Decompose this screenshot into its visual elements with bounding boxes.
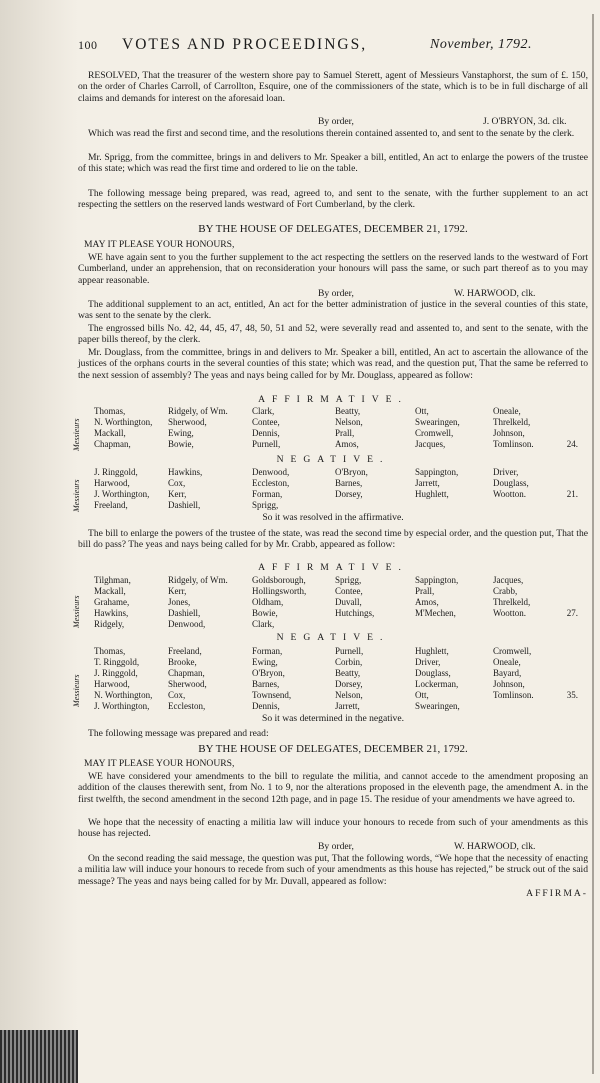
delegate-name: Thomas, <box>94 406 126 416</box>
delegate-name: Hughlett, <box>415 646 449 656</box>
affirmative-label: AFFIRMATIVE. <box>258 562 408 573</box>
delegate-name: Sherwood, <box>168 679 207 689</box>
vote-row <box>78 646 578 657</box>
paragraph: The following message was prepared and read: <box>88 728 269 739</box>
delegate-name: Tomlinson. <box>493 690 534 700</box>
delegate-name: Dorsey, <box>335 489 363 499</box>
page-edge <box>592 14 594 1074</box>
delegate-name: Jacques, <box>415 439 446 449</box>
delegate-name: Oldham, <box>252 597 284 607</box>
delegate-name: Eccleston, <box>168 701 206 711</box>
paragraph: The engrossed bills No. 42, 44, 45, 47, 48, 50, 51 and 52, were severally read and assented to, and sent to the senate, with the paper bills thereof, by the clerk. <box>78 323 588 346</box>
vote-row <box>78 619 578 630</box>
delegate-name: Harwood, <box>94 679 130 689</box>
delegate-name: Crabb, <box>493 586 518 596</box>
delegate-name: Dennis, <box>252 428 280 438</box>
delegate-name: Bowie, <box>252 608 278 618</box>
delegate-name: Lockerman, <box>415 679 459 689</box>
salutation: MAY IT PLEASE YOUR HONOURS, <box>84 758 235 769</box>
delegate-name: Freeland, <box>94 500 128 510</box>
delegate-name: Contee, <box>335 586 363 596</box>
vote-row <box>78 478 578 489</box>
delegate-name: Sprigg, <box>252 500 279 510</box>
delegate-name: Cox, <box>168 478 186 488</box>
delegate-name: Sprigg, <box>335 575 362 585</box>
delegate-name: Ott, <box>415 406 429 416</box>
book-binding <box>0 1030 78 1083</box>
paragraph: The additional supplement to an act, entitled, An act for the better administration of justice in the several counties of this state, was sent to the senate by the clerk. <box>78 299 588 322</box>
document-page <box>72 0 588 1083</box>
delegate-name: Wootton. <box>493 489 527 499</box>
delegate-name: Barnes, <box>252 679 280 689</box>
delegate-name: Threlkeld, <box>493 597 531 607</box>
delegate-name: Eccleston, <box>252 478 290 488</box>
delegate-name: Ridgely, <box>94 619 125 629</box>
delegate-name: T. Ringgold, <box>94 657 140 667</box>
vote-row <box>78 586 578 597</box>
vote-row <box>78 701 578 712</box>
delegate-name: Mackall, <box>94 428 126 438</box>
affirmative-label: AFFIRMATIVE. <box>258 394 408 405</box>
delegate-name: Tilghman, <box>94 575 131 585</box>
delegate-name: N. Worthington, <box>94 690 153 700</box>
delegate-name: Forman, <box>252 489 283 499</box>
delegate-name: Jarrett, <box>335 701 360 711</box>
vote-table-affirmative <box>78 575 578 630</box>
negative-label: NEGATIVE. <box>276 632 390 643</box>
messieurs-label: Messieurs <box>72 674 81 707</box>
negative-label: NEGATIVE. <box>276 454 390 465</box>
vote-row <box>78 406 578 417</box>
delegate-name: Prall, <box>335 428 355 438</box>
paragraph: Mr. Douglass, from the committee, brings in and delivers to Mr. Speaker a bill, entitled, An act to ascertain the allowance of the justices of the orphans courts in the several counties of this state; which was read, and the question put, That the same be referred to the next session of assembly? The yeas and nays being called for by Mr. Douglass, appeared as follow: <box>78 347 588 381</box>
by-order-label: By order, <box>318 288 354 299</box>
vote-row <box>78 428 578 439</box>
delegate-name: Ewing, <box>168 428 194 438</box>
section-heading: BY THE HOUSE OF DELEGATES, DECEMBER 21, 1792. <box>198 743 468 755</box>
messieurs-label: Messieurs <box>72 595 81 628</box>
section-heading: BY THE HOUSE OF DELEGATES, DECEMBER 21, 1792. <box>198 223 468 235</box>
delegate-name: Prall, <box>415 586 435 596</box>
delegate-name: Ewing, <box>252 657 278 667</box>
delegate-name: J. Worthington, <box>94 489 150 499</box>
delegate-name: Amos, <box>415 597 439 607</box>
clerk-signature: J. O'BRYON, 3d. clk. <box>483 116 567 127</box>
delegate-name: Purnell, <box>335 646 364 656</box>
delegate-name: Threlkeld, <box>493 417 531 427</box>
delegate-name: J. Ringgold, <box>94 467 138 477</box>
delegate-name: Hutchings, <box>335 608 375 618</box>
vote-row <box>78 668 578 679</box>
delegate-name: Contee, <box>252 417 280 427</box>
delegate-name: Purnell, <box>252 439 281 449</box>
vote-row <box>78 439 578 450</box>
vote-table-negative <box>78 467 578 511</box>
vote-row <box>78 679 578 690</box>
delegate-name: Brooke, <box>168 657 197 667</box>
delegate-name: N. Worthington, <box>94 417 153 427</box>
message-paragraph: WE have considered your amendments to the bill to regulate the militia, and cannot accede to the amendment proposing an addition of the clauses therewith sent, from No. 1 to 9, nor the alterations proposed in the eleventh page, the amendment A. in the first twelfth, the second amendment in the second 12th page, and in page 15. The residue of your amendments we have agreed to. <box>78 771 588 805</box>
delegate-name: Jarrett, <box>415 478 440 488</box>
delegate-name: Nelson, <box>335 690 363 700</box>
vote-row <box>78 489 578 500</box>
message-paragraph: We hope that the necessity of enacting a militia law will induce your honours to recede from such of your amendments as this house has rejected. <box>78 817 588 840</box>
vote-count: 21. <box>566 489 578 499</box>
by-order-label: By order, <box>318 116 354 127</box>
clerk-signature: W. HARWOOD, clk. <box>454 288 536 299</box>
delegate-name: Clark, <box>252 619 275 629</box>
vote-row <box>78 608 578 619</box>
delegate-name: Dashiell, <box>168 608 201 618</box>
delegate-name: Cox, <box>168 690 186 700</box>
delegate-name: Townsend, <box>252 690 292 700</box>
vote-table-negative <box>78 646 578 712</box>
messieurs-label: Messieurs <box>72 479 81 512</box>
paragraph: On the second reading the said message, the question was put, That the following words, “We hope that the necessity of enacting a militia law will induce your honours to recede from such of your amendments as this house has rejected,” be struck out of the said message? The yeas and nays being called for by Mr. Duvall, appeared as follow: <box>78 853 588 887</box>
delegate-name: Harwood, <box>94 478 130 488</box>
delegate-name: Sherwood, <box>168 417 207 427</box>
catchword: AFFIRMA- <box>526 888 588 899</box>
delegate-name: Sappington, <box>415 575 459 585</box>
delegate-name: Dennis, <box>252 701 280 711</box>
delegate-name: Johnson, <box>493 679 525 689</box>
delegate-name: Kerr, <box>168 586 187 596</box>
delegate-name: M'Mechen, <box>415 608 456 618</box>
page-number: 100 <box>78 38 98 52</box>
resolution-paragraph: RESOLVED, That the treasurer of the western shore pay to Samuel Sterett, agent of Messieurs Vanstaphorst, the sum of £. 150, on the order of Charles Carroll, of Carrollton, Esquire, one of the commissioners of the state, which is to be in full discharge of all claims and demands for interest on the aforesaid loan. <box>78 70 588 104</box>
delegate-name: Kerr, <box>168 489 187 499</box>
paragraph: Which was read the first and second time, and the resolutions therein contained assented to, and sent to the senate by the clerk. <box>88 128 575 139</box>
delegate-name: Duvall, <box>335 597 362 607</box>
delegate-name: Bowie, <box>168 439 194 449</box>
vote-row <box>78 500 578 511</box>
delegate-name: O'Bryon, <box>335 467 368 477</box>
delegate-name: Oneale, <box>493 657 521 667</box>
vote-row <box>78 417 578 428</box>
delegate-name: Beatty, <box>335 668 361 678</box>
vote-result: So it was determined in the negative. <box>261 713 404 724</box>
delegate-name: Johnson, <box>493 428 525 438</box>
delegate-name: Jacques, <box>493 575 524 585</box>
vote-count: 35. <box>566 690 578 700</box>
delegate-name: Barnes, <box>335 478 363 488</box>
delegate-name: Tomlinson. <box>493 439 534 449</box>
vote-table-affirmative <box>78 406 578 450</box>
delegate-name: Clark, <box>252 406 275 416</box>
delegate-name: Mackall, <box>94 586 126 596</box>
delegate-name: Hawkins, <box>168 467 203 477</box>
delegate-name: Grahame, <box>94 597 130 607</box>
paragraph: Mr. Sprigg, from the committee, brings in and delivers to Mr. Speaker a bill, entitled, An act to enlarge the powers of the trustee of this state; which was read the first time and ordered to lie on the table. <box>78 152 588 175</box>
delegate-name: Hawkins, <box>94 608 129 618</box>
vote-row <box>78 467 578 478</box>
delegate-name: Denwood, <box>252 467 290 477</box>
by-order-label: By order, <box>318 841 354 852</box>
delegate-name: Sappington, <box>415 467 459 477</box>
delegate-name: Forman, <box>252 646 283 656</box>
delegate-name: Thomas, <box>94 646 126 656</box>
delegate-name: Driver, <box>493 467 519 477</box>
delegate-name: Freeland, <box>168 646 202 656</box>
salutation: MAY IT PLEASE YOUR HONOURS, <box>84 239 235 250</box>
page-gutter <box>0 0 78 1083</box>
vote-count: 24. <box>566 439 578 449</box>
vote-row <box>78 690 578 701</box>
delegate-name: O'Bryon, <box>252 668 285 678</box>
delegate-name: J. Worthington, <box>94 701 150 711</box>
delegate-name: Corbin, <box>335 657 363 667</box>
delegate-name: Chapman, <box>168 668 205 678</box>
delegate-name: Swearingen, <box>415 701 460 711</box>
delegate-name: Cromwell, <box>415 428 454 438</box>
delegate-name: Denwood, <box>168 619 206 629</box>
clerk-signature: W. HARWOOD, clk. <box>454 841 536 852</box>
delegate-name: Dashiell, <box>168 500 201 510</box>
paragraph: The following message being prepared, was read, agreed to, and sent to the senate, with the further supplement to an act respecting the settlers on the reserved lands westward of Fort Cumberland, by the clerk. <box>78 188 588 211</box>
page-title: VOTES AND PROCEEDINGS, <box>122 36 368 53</box>
delegate-name: Nelson, <box>335 417 363 427</box>
delegate-name: J. Ringgold, <box>94 668 138 678</box>
delegate-name: Goldsborough, <box>252 575 306 585</box>
delegate-name: Douglass, <box>493 478 529 488</box>
vote-result: So it was resolved in the affirmative. <box>262 512 404 523</box>
delegate-name: Oneale, <box>493 406 521 416</box>
delegate-name: Swearingen, <box>415 417 460 427</box>
delegate-name: Ott, <box>415 690 429 700</box>
delegate-name: Hollingsworth, <box>252 586 307 596</box>
paragraph: The bill to enlarge the powers of the trustee of the state, was read the second time by especial order, and the question put, That the bill do pass? The yeas and nays being called for by Mr. Crabb, appeared as follow: <box>78 528 588 551</box>
delegate-name: Chapman, <box>94 439 131 449</box>
delegate-name: Jones, <box>168 597 191 607</box>
delegate-name: Douglass, <box>415 668 451 678</box>
delegate-name: Driver, <box>415 657 441 667</box>
vote-row <box>78 597 578 608</box>
delegate-name: Beatty, <box>335 406 361 416</box>
messieurs-label: Messieurs <box>72 418 81 451</box>
delegate-name: Dorsey, <box>335 679 363 689</box>
vote-row <box>78 657 578 668</box>
delegate-name: Ridgely, of Wm. <box>168 406 228 416</box>
delegate-name: Amos, <box>335 439 359 449</box>
page-date: November, 1792. <box>430 37 532 52</box>
delegate-name: Ridgely, of Wm. <box>168 575 228 585</box>
delegate-name: Hughlett, <box>415 489 449 499</box>
vote-row <box>78 575 578 586</box>
delegate-name: Cromwell, <box>493 646 532 656</box>
message-paragraph: WE have again sent to you the further supplement to the act respecting the settlers on the reserved lands to the westward of Fort Cumberland, under an apprehension, that on reconsideration your honours will pass the same, or such part thereof as to you may appear reasonable. <box>78 252 588 286</box>
vote-count: 27. <box>566 608 578 618</box>
delegate-name: Bayard, <box>493 668 522 678</box>
delegate-name: Wootton. <box>493 608 527 618</box>
